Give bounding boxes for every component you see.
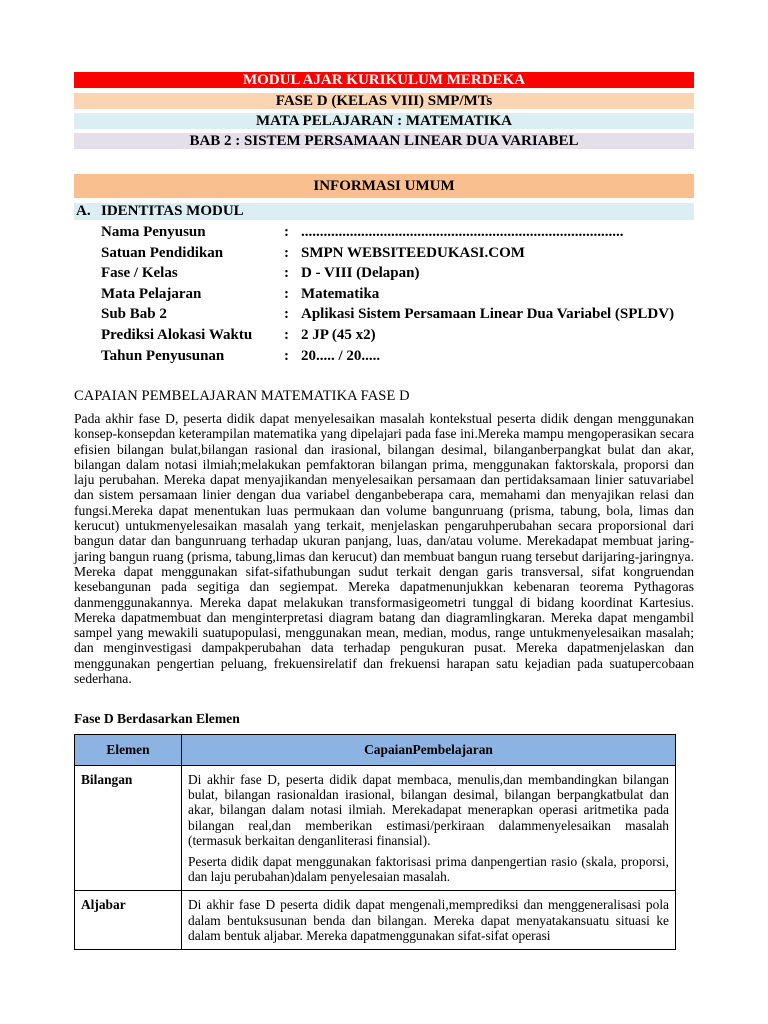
title-mata-pelajaran: MATA PELAJARAN : MATEMATIKA	[74, 113, 694, 129]
identitas-value: ......................................................................................	[301, 224, 624, 240]
identitas-label: Nama Penyusun	[101, 224, 206, 240]
identitas-value: Matematika	[301, 285, 380, 302]
capaian-pembelajaran-paragraph: Pada akhir fase D, peserta didik dapat menyelesaikan masalah kontekstual peserta didik dengan menggunakan konsep-konsepdan keterampilan matematika yang dipelajari pada fase ini.Mereka mampu mengoperasikan secara efisien bilangan bulat,bilangan rasional dan irasional, bilangan desimal, bilanganberpangkat bulat dan akar, bilangan dalam notasi ilmiah;melakukan pemfaktoran bilangan prima, menggunakan faktorskala, proporsi dan laju perubahan. Mereka dapat menyajikandan menyelesaikan persamaan dan pertidaksamaan linier satuvariabel dan sistem persamaan linier dengan dua variabel denganbeberapa cara, memahami dan menyajikan relasi dan fungsi.Mereka dapat menentukan luas permukaan dan volume bangunruang (prisma, tabung, bola, limas dan kerucut) untukmenyelesaikan masalah yang terkait, menjelaskan pengaruhperubahan secara proporsional dari bangun datar dan bangunruang terhadap ukuran panjang, luas, dan/atau volume. Merekadapat membuat jaring-jaring bangun ruang (prisma, tabung,limas dan kerucut) dan membuat bangun ruang tersebut darijaring-jaringnya. Mereka dapat menggunakan sifat-sifathubungan sudut terkait dengan garis transversal, sifat kongruendan kesebangunan pada segitiga dan segiempat. Mereka dapatmenunjukkan kebenaran teorema Pythagoras danmenggunakannya. Mereka dapat melakukan transformasigeometri tunggal di bidang koordinat Kartesius. Mereka dapatmembuat dan menginterpretasi diagram batang dan diagramlingkaran. Mereka dapat mengambil sampel yang mewakili suatupopulasi, menggunakan mean, median, modus, range untukmenyelesaikan masalah; dan menginvestigasi dampakperubahan data terhadap pengukuran pusat. Mereka dapatmenjelaskan dan menggunakan pengertian peluang, frekuensirelatif dan frekuensi harapan satu kejadian pada suatupercobaan sederhana.	[74, 411, 694, 687]
table-header-row	[75, 735, 676, 766]
identitas-modul-list	[101, 222, 701, 366]
table-row	[75, 766, 676, 891]
identitas-label: Fase / Kelas	[101, 265, 178, 282]
column-header-capaian: CapaianPembelajaran	[182, 735, 676, 766]
elemen-table	[74, 734, 676, 950]
identitas-row-sub-bab	[101, 304, 701, 325]
identitas-value: 20..... / 20.....	[301, 347, 381, 364]
identitas-value: D - VIII (Delapan)	[301, 265, 420, 282]
title-fase: FASE D (KELAS VIII) SMP/MTs	[74, 93, 694, 109]
fase-d-elemen-heading: Fase D Berdasarkan Elemen	[74, 711, 240, 726]
identitas-colon: :	[284, 326, 289, 343]
identitas-row-fase-kelas	[101, 263, 701, 284]
identitas-colon: :	[284, 224, 289, 240]
capaian-text: Di akhir fase D, peserta didik dapat membaca, menulis,dan membandingkan bilangan bulat, bilangan rasionaldan irasional, bilangan desimal, bilangan berpangkatbulat dan akar, bilangan dalam notasi ilmiah. Merekadapat menerapkan operasi aritmetika pada bilangan real,dan memberikan estimasi/perkiraan dalammenyelesaikan masalah (termasuk berkaitan denganliterasi finansial).	[188, 772, 669, 848]
capaian-text: Peserta didik dapat menggunakan faktorisasi prima danpengertian rasio (skala, proporsi, dan laju perubahan)dalam penyelesaian masalah.	[188, 854, 669, 885]
identitas-colon: :	[284, 285, 289, 302]
section-a-number: A.	[76, 203, 91, 219]
identitas-colon: :	[284, 244, 289, 261]
identitas-row-tahun-penyusunan	[101, 346, 701, 367]
identitas-value: SMPN WEBSITEEDUKASI.COM	[301, 244, 525, 261]
elemen-name-cell: Bilangan	[75, 766, 182, 891]
identitas-row-alokasi-waktu	[101, 325, 701, 346]
section-a-title: IDENTITAS MODUL	[101, 203, 244, 219]
title-bab: BAB 2 : SISTEM PERSAMAAN LINEAR DUA VARIABEL	[74, 133, 694, 149]
identitas-label: Sub Bab 2	[101, 306, 167, 323]
capaian-cell	[182, 891, 676, 950]
identitas-row-satuan-pendidikan	[101, 243, 701, 264]
table-row	[75, 891, 676, 950]
section-a-heading	[74, 203, 694, 220]
identitas-value: 2 JP (45 x2)	[301, 326, 376, 343]
capaian-cell	[182, 766, 676, 891]
identitas-row-nama-penyusun	[101, 222, 701, 243]
informasi-umum-heading: INFORMASI UMUM	[74, 174, 694, 198]
column-header-elemen: Elemen	[75, 735, 182, 766]
title-modul-ajar: MODUL AJAR KURIKULUM MERDEKA	[74, 72, 694, 88]
capaian-pembelajaran-title: CAPAIAN PEMBELAJARAN MATEMATIKA FASE D	[74, 388, 410, 404]
identitas-label: Prediksi Alokasi Waktu	[101, 326, 253, 343]
identitas-colon: :	[284, 306, 289, 323]
identitas-colon: :	[284, 347, 289, 364]
identitas-row-mata-pelajaran	[101, 284, 701, 305]
identitas-value: Aplikasi Sistem Persamaan Linear Dua Variabel (SPLDV)	[301, 306, 675, 323]
elemen-name-cell: Aljabar	[75, 891, 182, 950]
identitas-colon: :	[284, 265, 289, 282]
identitas-label: Satuan Pendidikan	[101, 244, 224, 261]
capaian-text: Di akhir fase D peserta didik dapat mengenali,memprediksi dan menggeneralisasi pola dalam bentuksusunan benda dan bilangan. Mereka dapat menyatakansuatu situasi ke dalam bentuk aljabar. Mereka dapatmenggunakan sifat-sifat operasi	[188, 897, 669, 943]
identitas-label: Tahun Penyusunan	[101, 347, 225, 364]
identitas-label: Mata Pelajaran	[101, 285, 202, 302]
